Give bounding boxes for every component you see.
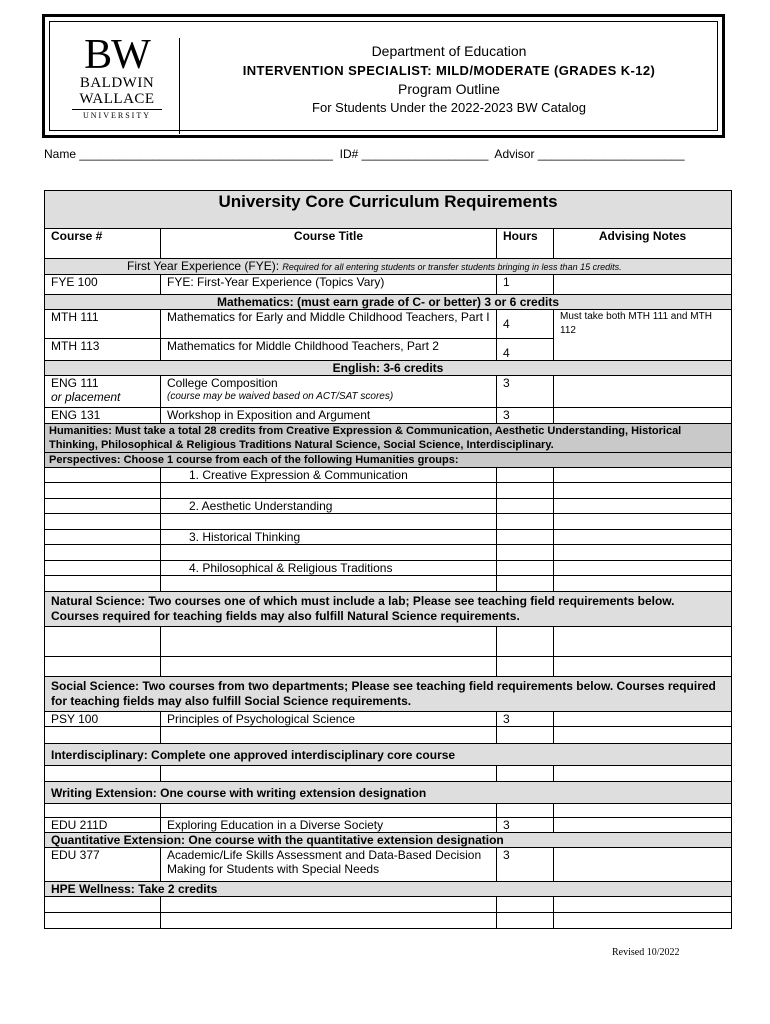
header-title: Course Title (161, 229, 497, 259)
table-row (45, 499, 732, 514)
course-hours-cell[interactable] (497, 530, 554, 545)
header-hours: Hours (497, 229, 554, 259)
course-title[interactable]: Mathematics for Middle Childhood Teachers, Part 2 (161, 339, 497, 361)
interdisciplinary-heading-row (45, 744, 732, 766)
advising-notes-cell[interactable] (554, 727, 732, 744)
natural-science-heading: Natural Science: Two courses one of which must include a lab; Please see teaching field requirements below. Courses required for teaching fields may also fulfill Natural Science requirements. (45, 592, 732, 627)
course-title-cell[interactable] (161, 913, 497, 929)
bw-logo (62, 32, 172, 125)
humanities-group-label: 1. Creative Expression & Communication (161, 468, 497, 483)
table-row (45, 712, 732, 727)
course-hours[interactable]: 3 (497, 408, 554, 424)
course-number-cell[interactable] (45, 376, 161, 408)
course-number-cell[interactable] (45, 804, 161, 818)
natural-science-heading-row (45, 592, 732, 627)
header-course: Course # (45, 229, 161, 259)
course-title[interactable]: Mathematics for Early and Middle Childhood Teachers, Part I (161, 310, 497, 339)
course-hours[interactable]: 3 (497, 712, 554, 727)
course-hours[interactable]: 4 (497, 339, 554, 361)
course-hours-cell[interactable] (497, 545, 554, 561)
math-heading-row (45, 295, 732, 310)
course-title-sub: (course may be waived based on ACT/SAT scores) (167, 391, 394, 402)
course-number: ENG 111 (51, 376, 99, 390)
advising-notes-cell[interactable] (554, 376, 732, 408)
logo-wallace: WALLACE (79, 91, 155, 107)
advising-notes-cell[interactable] (554, 499, 732, 514)
course-number-cell[interactable] (45, 468, 161, 483)
writing-heading-row (45, 782, 732, 804)
writing-extension-heading: Writing Extension: One course with writing extension designation (45, 782, 732, 804)
advising-notes-cell[interactable] (554, 913, 732, 929)
table-row (45, 468, 732, 483)
course-number-cell[interactable] (45, 766, 161, 782)
table-row (45, 545, 732, 561)
advising-notes-cell[interactable] (554, 657, 732, 677)
course-title-cell[interactable] (161, 766, 497, 782)
course-number-cell[interactable] (45, 530, 161, 545)
catalog-label: For Students Under the 2022-2023 BW Catalog (312, 100, 586, 115)
course-number-cell[interactable] (45, 499, 161, 514)
course-title-cell[interactable] (161, 897, 497, 913)
course-number-cell[interactable] (45, 897, 161, 913)
advising-notes-cell[interactable] (554, 561, 732, 576)
table-row (45, 561, 732, 576)
course-number[interactable]: EDU 211D (45, 818, 161, 833)
advising-notes-cell[interactable] (554, 468, 732, 483)
advising-notes-cell[interactable] (554, 483, 732, 499)
course-number-cell[interactable] (45, 483, 161, 499)
course-hours-cell[interactable] (497, 576, 554, 592)
course-title-cell[interactable] (161, 727, 497, 744)
course-title-cell[interactable] (161, 657, 497, 677)
advising-notes-cell[interactable] (554, 848, 732, 882)
social-science-heading-row (45, 677, 732, 712)
course-number[interactable]: MTH 111 (45, 310, 161, 339)
header-inner-border (49, 21, 718, 131)
advising-notes-cell[interactable] (554, 408, 732, 424)
course-number-cell[interactable] (45, 627, 161, 657)
course-hours-cell[interactable] (497, 913, 554, 929)
course-hours-cell[interactable] (497, 897, 554, 913)
fye-heading (45, 259, 732, 275)
table-row (45, 576, 732, 592)
logo-bw-monogram: BW (84, 32, 150, 78)
course-title: College Composition (167, 376, 278, 390)
program-outline-label: Program Outline (398, 81, 500, 97)
advising-notes-cell[interactable] (554, 818, 732, 833)
table-row (45, 727, 732, 744)
table-title: University Core Curriculum Requirements (45, 191, 732, 229)
course-number-cell[interactable] (45, 576, 161, 592)
advising-notes-cell[interactable] (554, 514, 732, 530)
humanities-group-label: 4. Philosophical & Religious Traditions (161, 561, 497, 576)
advising-notes-cell[interactable] (554, 627, 732, 657)
revised-date: Revised 10/2022 (612, 947, 680, 958)
course-hours-cell[interactable] (497, 483, 554, 499)
advising-notes-cell[interactable] (554, 530, 732, 545)
course-number[interactable]: EDU 377 (45, 848, 161, 882)
header-box (42, 14, 725, 138)
course-number[interactable]: MTH 113 (45, 339, 161, 361)
course-hours-cell[interactable] (497, 766, 554, 782)
table-row (45, 818, 732, 833)
humanities-heading-row (45, 424, 732, 453)
advising-notes-cell[interactable] (554, 712, 732, 727)
hpe-wellness-heading: HPE Wellness: Take 2 credits (45, 882, 732, 897)
course-title[interactable]: FYE: First-Year Experience (Topics Vary) (161, 275, 497, 295)
humanities-group-label: 2. Aesthetic Understanding (161, 499, 497, 514)
course-title[interactable]: Principles of Psychological Science (161, 712, 497, 727)
table-row (45, 408, 732, 424)
table-header-row (45, 229, 732, 259)
course-number-cell[interactable] (45, 561, 161, 576)
course-hours[interactable]: 4 (497, 310, 554, 339)
course-hours[interactable]: 3 (497, 818, 554, 833)
hpe-heading-row (45, 882, 732, 897)
table-row (45, 913, 732, 929)
course-hours-cell[interactable] (497, 468, 554, 483)
table-row (45, 657, 732, 677)
course-hours[interactable]: 3 (497, 376, 554, 408)
advising-notes-cell[interactable] (554, 576, 732, 592)
table-row (45, 483, 732, 499)
logo-university: UNIVERSITY (83, 111, 151, 120)
fye-heading-row (45, 259, 732, 275)
quantitative-extension-heading: Quantitative Extension: One course with the quantitative extension designation (45, 833, 732, 848)
course-number[interactable]: FYE 100 (45, 275, 161, 295)
advising-notes-cell[interactable] (554, 766, 732, 782)
course-hours[interactable]: 3 (497, 848, 554, 882)
course-number[interactable]: PSY 100 (45, 712, 161, 727)
humanities-group-label: 3. Historical Thinking (161, 530, 497, 545)
course-title-cell[interactable] (161, 514, 497, 530)
table-row (45, 627, 732, 657)
social-science-heading: Social Science: Two courses from two departments; Please see teaching field requirements below. Courses required for teaching fields may also fulfill Social Science requirements. (45, 677, 732, 712)
course-number-cell[interactable] (45, 545, 161, 561)
advising-notes-cell[interactable] (554, 804, 732, 818)
table-row (45, 514, 732, 530)
course-number-cell[interactable] (45, 514, 161, 530)
logo-rule (72, 109, 162, 110)
course-hours-cell[interactable] (497, 657, 554, 677)
course-hours-cell[interactable] (497, 499, 554, 514)
header-notes: Advising Notes (554, 229, 732, 259)
course-title-cell[interactable] (161, 576, 497, 592)
course-hours[interactable]: 1 (497, 275, 554, 295)
course-hours-cell[interactable] (497, 727, 554, 744)
advising-notes-cell[interactable] (554, 275, 732, 295)
perspectives-heading: Perspectives: Choose 1 course from each of the following Humanities groups: (45, 453, 732, 468)
advising-notes-cell[interactable] (554, 545, 732, 561)
header-title-area (181, 42, 717, 117)
fye-heading-label: First Year Experience (FYE): (127, 259, 280, 273)
name-id-advisor-line[interactable]: Name ______________________________________ ID# ___________________ Advisor ______________________ (44, 147, 685, 161)
math-advising-note[interactable]: Must take both MTH 111 and MTH 112 (554, 310, 732, 361)
table-row (45, 766, 732, 782)
department-name: Department of Education (371, 43, 527, 59)
table-row (45, 376, 732, 408)
core-curriculum-table (44, 190, 732, 929)
course-title-cell[interactable] (161, 545, 497, 561)
table-row (45, 804, 732, 818)
table-row (45, 897, 732, 913)
course-number[interactable]: ENG 131 (45, 408, 161, 424)
course-hours-cell[interactable] (497, 561, 554, 576)
program-title: INTERVENTION SPECIALIST: MILD/MODERATE (GRADES K-12) (242, 63, 656, 78)
perspectives-row (45, 453, 732, 468)
quantitative-heading-row (45, 833, 732, 848)
logo-baldwin: BALDWIN (79, 75, 155, 91)
course-number-cell[interactable] (45, 913, 161, 929)
course-title[interactable]: Workshop in Exposition and Argument (161, 408, 497, 424)
advising-notes-cell[interactable] (554, 897, 732, 913)
course-title-cell[interactable] (161, 376, 497, 408)
course-title-cell[interactable] (161, 483, 497, 499)
course-hours-cell[interactable] (497, 514, 554, 530)
course-title[interactable]: Academic/Life Skills Assessment and Data-Based Decision Making for Students with Special Needs (161, 848, 497, 882)
english-heading: English: 3-6 credits (45, 361, 732, 376)
course-hours-cell[interactable] (497, 627, 554, 657)
math-heading: Mathematics: (must earn grade of C- or better) 3 or 6 credits (45, 295, 732, 310)
course-title-cell[interactable] (161, 627, 497, 657)
course-number-cell[interactable] (45, 727, 161, 744)
logo-separator (179, 38, 180, 134)
table-title-row (45, 191, 732, 229)
humanities-heading: Humanities: Must take a total 28 credits from Creative Expression & Communication, Aesthetic Understanding, Historical Thinking, Philosophical & Religious Traditions Natural Science, Social Science, Interdisciplinary. (45, 424, 732, 453)
table-row (45, 530, 732, 545)
course-title-cell[interactable] (161, 804, 497, 818)
table-row (45, 310, 732, 339)
table-row (45, 848, 732, 882)
course-number-cell[interactable] (45, 657, 161, 677)
course-number-sub: or placement (51, 390, 121, 404)
interdisciplinary-heading: Interdisciplinary: Complete one approved interdisciplinary core course (45, 744, 732, 766)
fye-heading-note: Required for all entering students or transfer students bringing in less than 15 credits. (282, 262, 622, 272)
table-row (45, 275, 732, 295)
course-hours-cell[interactable] (497, 804, 554, 818)
english-heading-row (45, 361, 732, 376)
course-title[interactable]: Exploring Education in a Diverse Society (161, 818, 497, 833)
